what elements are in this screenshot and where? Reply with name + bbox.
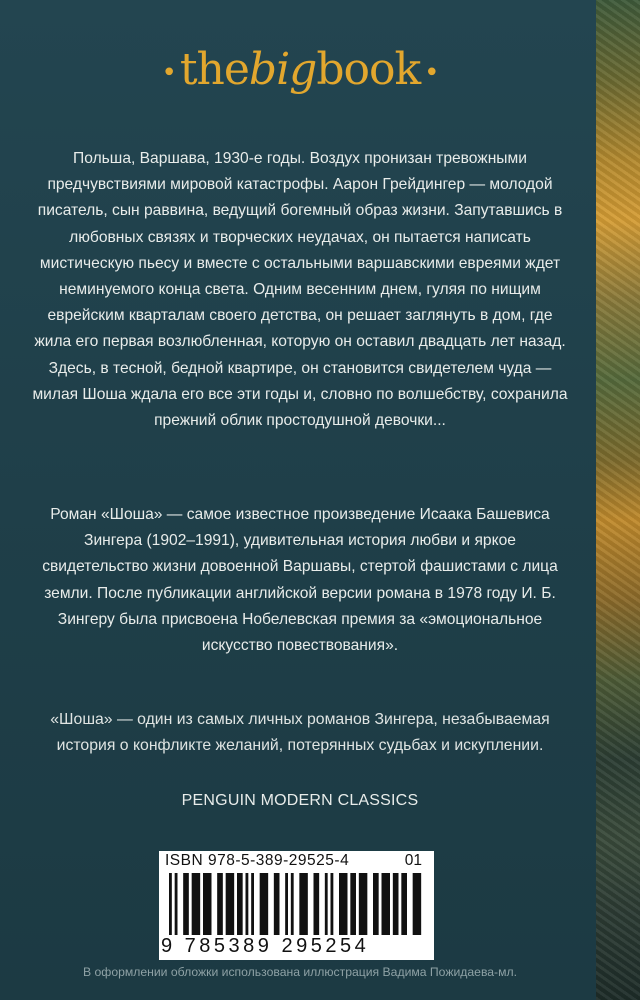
logo-book: book — [316, 44, 421, 95]
barcode-bar — [246, 873, 249, 935]
barcode-bar — [203, 873, 212, 935]
barcode-bar — [359, 873, 368, 935]
illustration-credit: В оформлении обложки использована иллюстрация Вадима Пожидаева-мл. — [83, 965, 517, 979]
barcode-bar — [401, 873, 407, 935]
tagline-paragraph: «Шоша» — один из самых личных романов Зингера, незабываемая история о конфликте желаний, потерянных судьбах и искуплении. — [50, 711, 550, 755]
logo-the: the — [179, 44, 249, 95]
cover-illustration-edge — [596, 0, 640, 1000]
barcode-bar — [260, 873, 269, 935]
barcode-bar — [285, 873, 288, 935]
barcode-bar — [314, 873, 320, 935]
barcode-bar — [325, 873, 328, 935]
barcode-bar — [291, 873, 294, 935]
barcode-bar — [237, 873, 243, 935]
barcode-bar — [183, 873, 189, 935]
barcode-bar — [350, 873, 356, 935]
series-name: PENGUIN MODERN CLASSICS — [181, 792, 419, 809]
isbn-text: ISBN 978-5-389-29525-4 — [165, 852, 350, 869]
barcode-bar — [217, 873, 223, 935]
barcode-bar — [373, 873, 379, 935]
ean-digits: 9 785389 295254 — [161, 935, 370, 957]
barcode-bars — [169, 873, 424, 935]
barcode-bar — [299, 873, 308, 935]
barcode-bar — [393, 873, 399, 935]
barcode-panel — [159, 851, 434, 960]
barcode-bar — [413, 873, 422, 935]
barcode-bar — [226, 873, 235, 935]
logo-big: big — [248, 44, 317, 95]
barcode-bar — [339, 873, 348, 935]
publisher-logo — [0, 44, 600, 95]
barcode-bar — [169, 873, 172, 935]
logo-dot-right: • — [424, 57, 439, 88]
barcode-bar — [192, 873, 201, 935]
logo-dot-left: • — [161, 57, 176, 88]
about-novel-paragraph: Роман «Шоша» — самое известное произведение Исаака Башевиса Зингера (1902–1991), удивительная история любви и яркое свидетельство жизни довоенной Варшавы, стертой фашистами с лица земли. После публикации английской версии романа в 1978 году И. Б. Зингеру была присвоена Нобелевская премия за «эмоциональное искусство повествования». — [42, 506, 558, 655]
synopsis-paragraph: Польша, Варшава, 1930-е годы. Воздух пронизан тревожными предчувствиями мировой катастрофы. Аарон Грейдингер — молодой писатель, сын раввина, ведущий богемный образ жизни. Запутавшись в любовных связях и творческих неудачах, он пытается написать мистическую пьесу и вместе с остальными варшавскими евреями ждет неминуемого конца света. Одним весенним днем, гуляя по нищим еврейским кварталам своего детства, он решает заглянуть в дом, где жила его первая возлюбленная, которую он оставил двадцать лет назад. Здесь, в тесной, бедной квартире, он становится свидетелем чуда — милая Шоша ждала его все эти годы и, словно по волшебству, сохранила прежний облик простодушной девочки... — [32, 150, 568, 430]
barcode-bar — [274, 873, 280, 935]
barcode-bar — [251, 873, 254, 935]
barcode-addon: 01 — [404, 852, 422, 869]
barcode-bar — [331, 873, 334, 935]
barcode-bar — [175, 873, 178, 935]
barcode-bar — [382, 873, 391, 935]
